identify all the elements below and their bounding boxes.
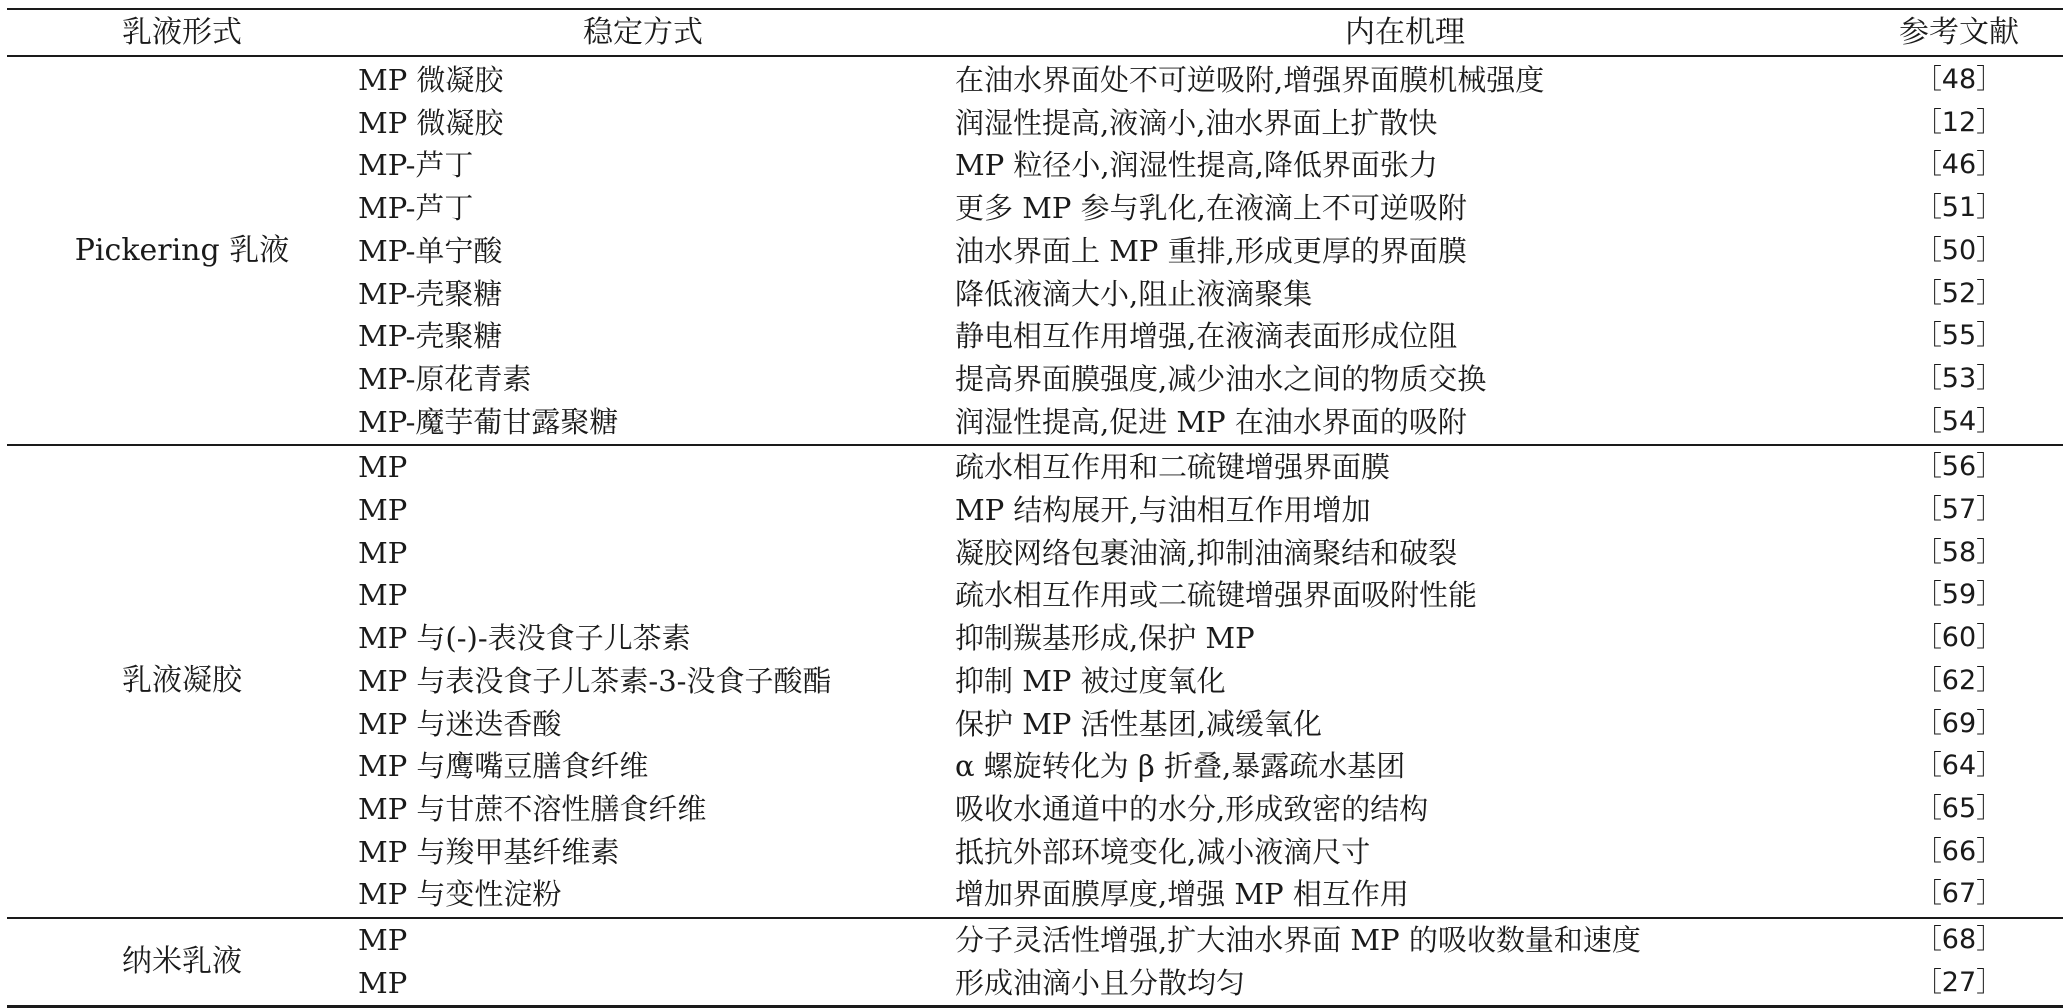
ref-cell: ［48］ (1914, 64, 2004, 95)
header-mechanism: 内在机理 (1345, 15, 1465, 50)
ref-cell: ［52］ (1914, 277, 2004, 309)
mechanism-cell: 油水界面上 MP 重排,形成更厚的界面膜 (955, 233, 1467, 268)
mechanism-cell: 抑制羰基形成,保护 MP (955, 621, 1255, 656)
mechanism-cell: 形成油滴小且分散均匀 (955, 965, 1246, 1000)
header-method: 稳定方式 (583, 15, 703, 50)
ref-cell: ［65］ (1914, 792, 2004, 824)
ref-cell: ［58］ (1914, 536, 2004, 568)
ref-cell: ［51］ (1914, 192, 2004, 224)
ref-cell: ［53］ (1914, 362, 2004, 394)
mechanism-cell: 更多 MP 参与乳化,在液滴上不可逆吸附 (955, 191, 1467, 226)
mechanism-cell: 降低液滴大小,阻止液滴聚集 (955, 276, 1313, 311)
ref-cell: ［50］ (1914, 234, 2004, 266)
mechanism-cell: 疏水相互作用和二硫键增强界面膜 (955, 450, 1391, 485)
mechanism-cell: 润湿性提高,液滴小,油水界面上扩散快 (955, 105, 1438, 140)
group-label: 纳米乳液 (122, 944, 242, 979)
ref-cell: ［62］ (1914, 664, 2004, 696)
ref-cell: ［69］ (1914, 707, 2004, 739)
method-cell: MP-芦丁 (358, 191, 474, 226)
mechanism-cell: 在油水界面处不可逆吸附,增强界面膜机械强度 (955, 63, 1545, 97)
ref-cell: ［68］ (1914, 924, 2004, 955)
mechanism-cell: MP 粒径小,润湿性提高,降低界面张力 (955, 148, 1438, 183)
ref-cell: ［66］ (1914, 835, 2004, 867)
mechanism-cell: 静电相互作用增强,在液滴表面形成位阻 (955, 319, 1458, 354)
method-cell: MP (358, 535, 408, 570)
mechanism-cell: α 螺旋转化为 β 折叠,暴露疏水基团 (955, 749, 1406, 784)
mechanism-cell: 疏水相互作用或二硫键增强界面吸附性能 (955, 578, 1478, 613)
header-rule (7, 55, 2063, 57)
method-cell: MP 与鹰嘴豆膳食纤维 (358, 749, 649, 784)
method-cell: MP (358, 923, 408, 957)
ref-cell: ［60］ (1914, 622, 2004, 654)
ref-cell: ［67］ (1914, 878, 2004, 910)
mechanism-cell: 提高界面膜强度,减少油水之间的物质交换 (955, 361, 1487, 396)
ref-cell: ［56］ (1914, 451, 2004, 483)
mechanism-cell: 润湿性提高,促进 MP 在油水界面的吸附 (955, 404, 1467, 439)
group-label: 乳液凝胶 (122, 663, 242, 699)
header-form: 乳液形式 (122, 15, 242, 50)
method-cell: MP 与迷迭香酸 (358, 706, 562, 741)
mechanism-cell: 吸收水通道中的水分,形成致密的结构 (955, 791, 1429, 826)
data-table (7, 8, 2063, 1000)
ref-cell: ［54］ (1914, 405, 2004, 437)
ref-cell: ［57］ (1914, 494, 2004, 525)
mechanism-cell: 保护 MP 活性基团,减缓氧化 (955, 706, 1322, 741)
mechanism-cell: 增加界面膜厚度,增强 MP 相互作用 (955, 877, 1409, 912)
method-cell: MP 微凝胶 (358, 63, 504, 97)
method-cell: MP (358, 578, 408, 613)
method-cell: MP-原花青素 (358, 361, 532, 396)
header-ref: 参考文献 (1899, 15, 2019, 50)
method-cell: MP (358, 450, 408, 485)
method-cell: MP-单宁酸 (358, 233, 503, 268)
mechanism-cell: 分子灵活性增强,扩大油水界面 MP 的吸收数量和速度 (955, 923, 1641, 957)
mechanism-cell: 凝胶网络包裹油滴,抑制油滴聚结和破裂 (955, 535, 1458, 570)
method-cell: MP-壳聚糖 (358, 276, 503, 311)
method-cell: MP (358, 493, 408, 527)
ref-cell: ［55］ (1914, 320, 2004, 352)
method-cell: MP 与甘蔗不溶性膳食纤维 (358, 791, 707, 826)
method-cell: MP 与羧甲基纤维素 (358, 834, 620, 869)
method-cell: MP 与变性淀粉 (358, 877, 562, 912)
ref-cell: ［46］ (1914, 149, 2004, 181)
method-cell: MP (358, 965, 408, 1000)
method-cell: MP 与(-)-表没食子儿茶素 (358, 621, 691, 656)
ref-cell: ［12］ (1914, 106, 2004, 138)
method-cell: MP 微凝胶 (358, 105, 504, 140)
mechanism-cell: 抵抗外部环境变化,减小液滴尺寸 (955, 834, 1371, 869)
mechanism-cell: MP 结构展开,与油相互作用增加 (955, 493, 1371, 527)
method-cell: MP-芦丁 (358, 148, 474, 183)
method-cell: MP-魔芋葡甘露聚糖 (358, 404, 619, 439)
method-cell: MP 与表没食子儿茶素-3-没食子酸酯 (358, 663, 832, 698)
mechanism-cell: 抑制 MP 被过度氧化 (955, 663, 1226, 698)
group-label: Pickering 乳液 (74, 233, 290, 268)
ref-cell: ［59］ (1914, 579, 2004, 611)
ref-cell: ［27］ (1914, 966, 2004, 998)
method-cell: MP-壳聚糖 (358, 319, 503, 354)
ref-cell: ［64］ (1914, 750, 2004, 782)
